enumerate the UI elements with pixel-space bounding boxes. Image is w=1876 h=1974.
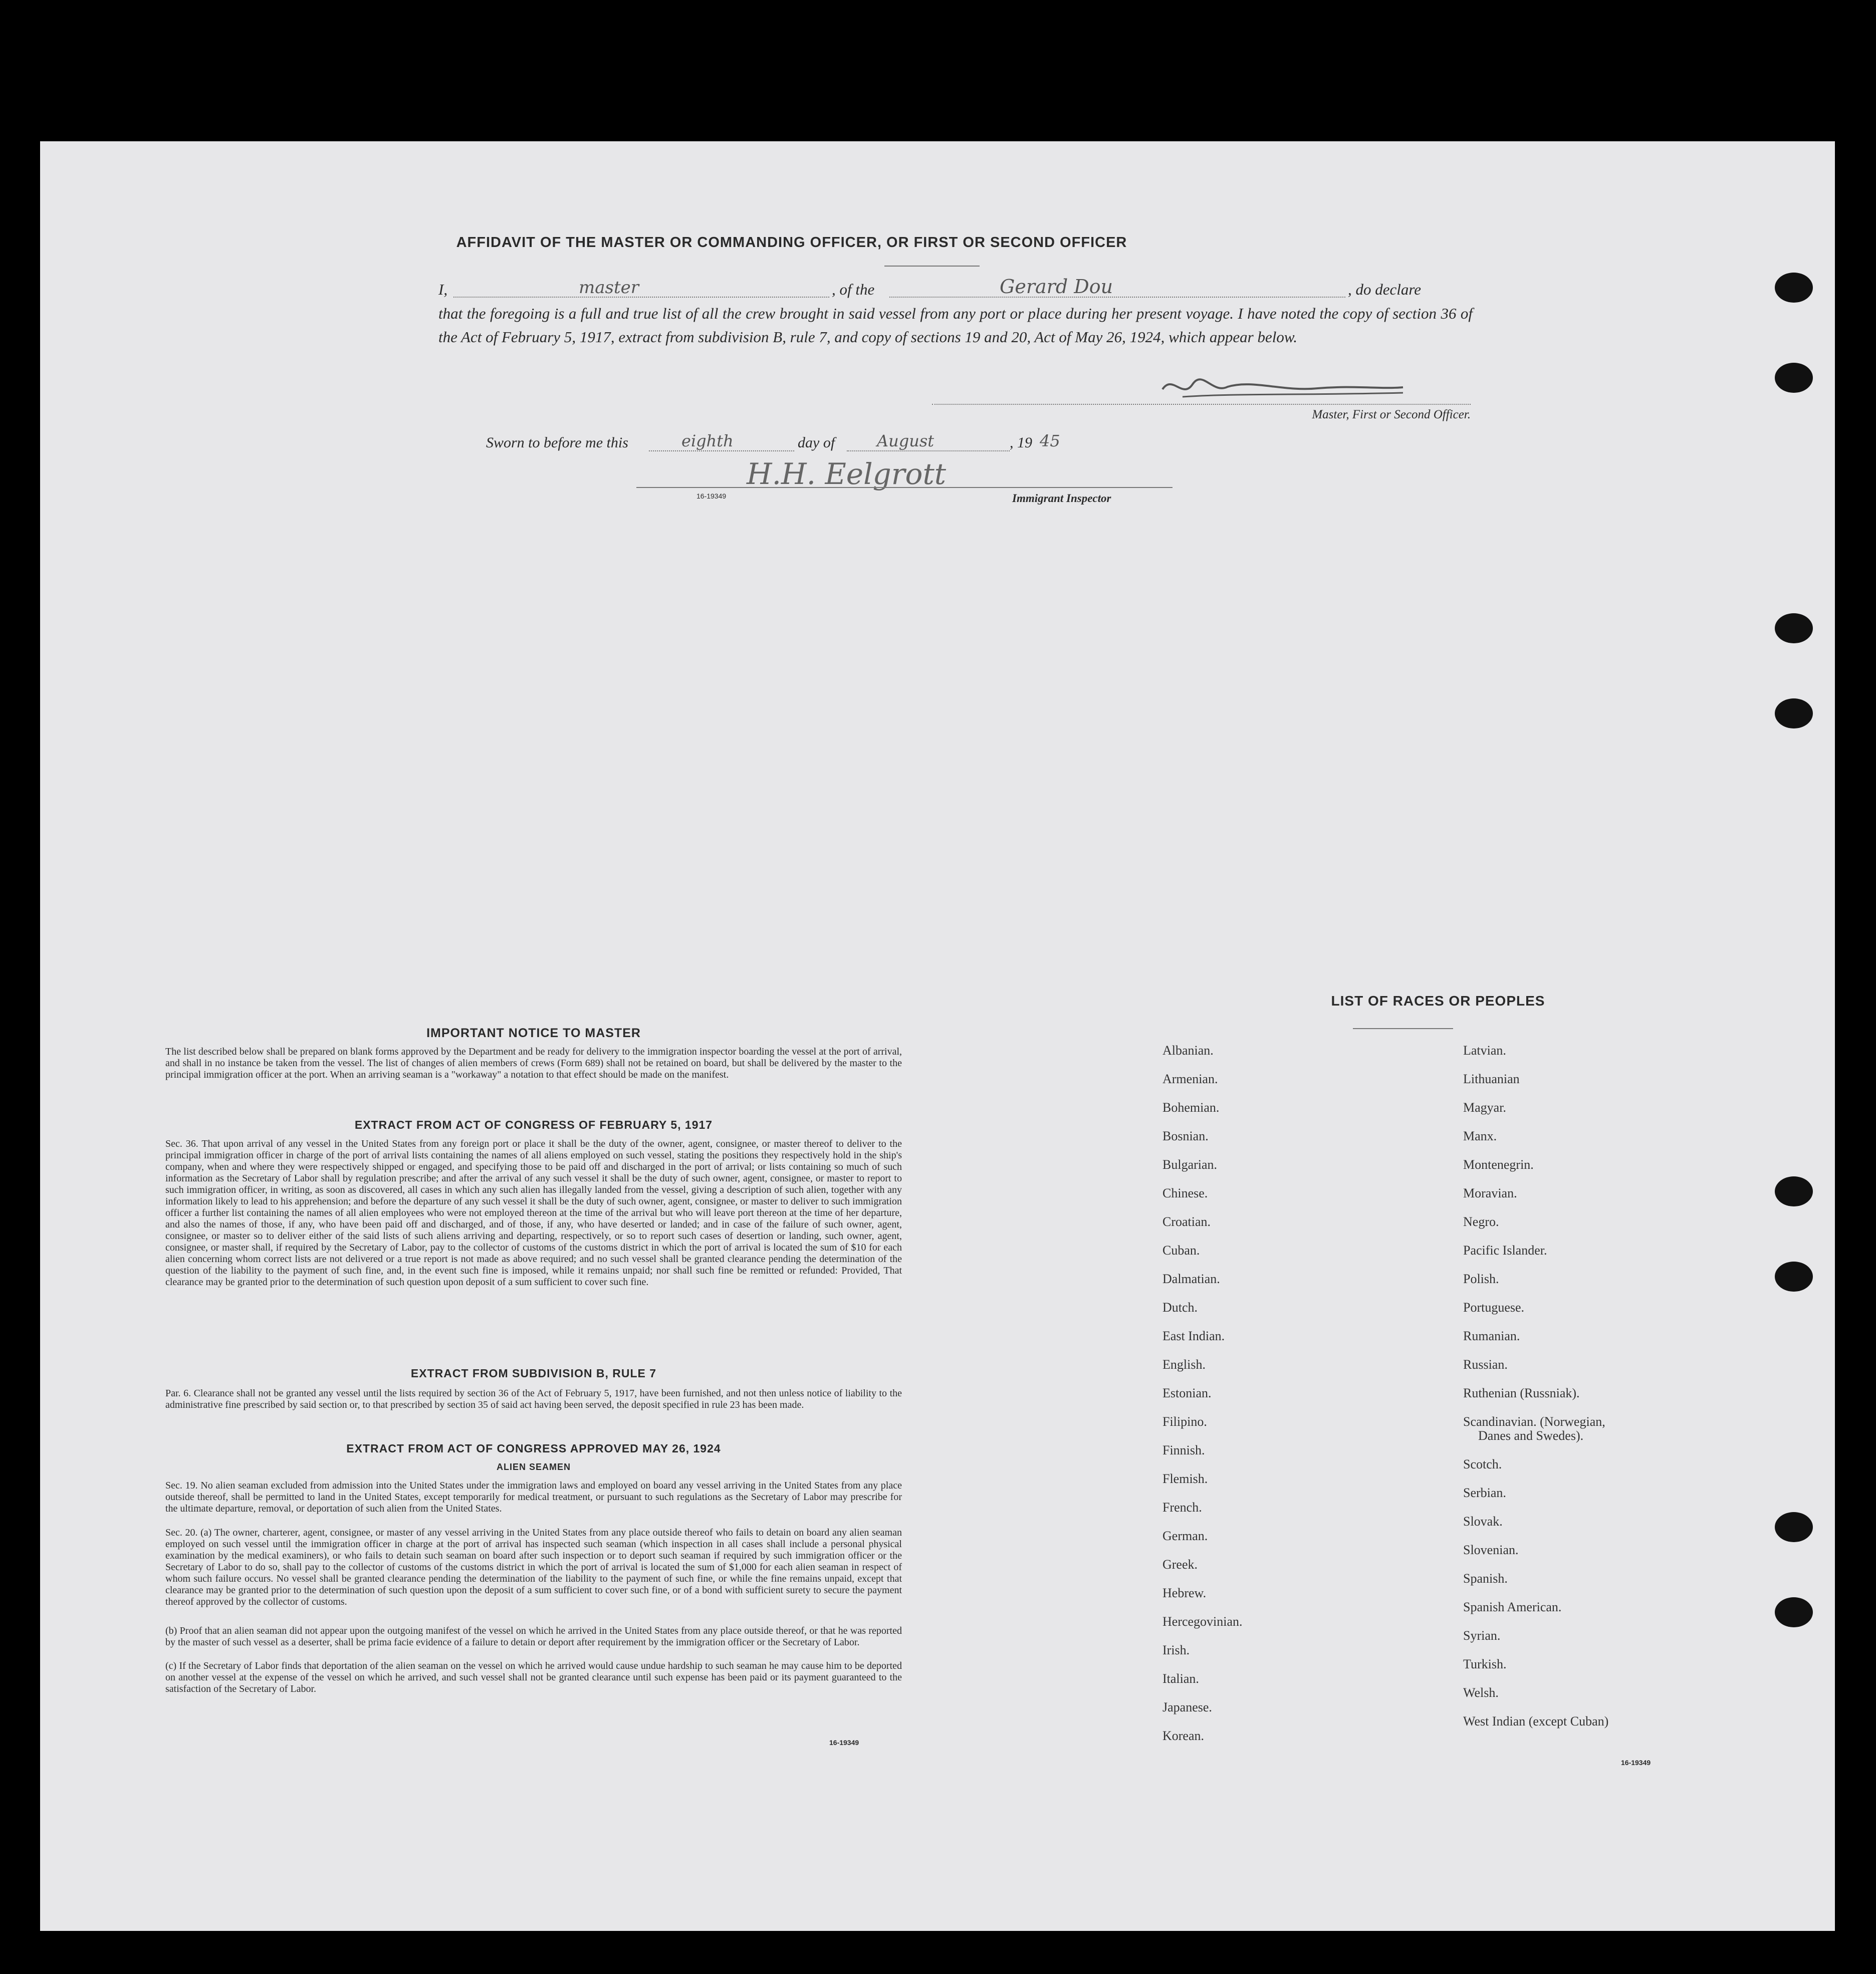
race-item: Magyar. xyxy=(1463,1100,1506,1115)
of-the-label: , of the xyxy=(832,281,875,298)
race-item: Korean. xyxy=(1162,1729,1205,1743)
sec-20a-text: Sec. 20. (a) The owner, charterer, agent, consignee, or master of any vessel arriving in the United States from any place outside thereof who fails to detain on board any alien seaman employed on such vessel until the immigration officer in charge at the port of arrival has inspected such seaman (which inspection in all cases shall include a personal physical examination by the medical examiners), or who fails to detain such seaman on board after such inspection or to deport such seaman if required by such immigration officer or the Secretary of Labor to do so, shall pay to the collector of customs of the customs district in which the port of arrival is located the sum of $1,000 for each alien seaman in respect of whom such failure occurs. No vessel shall be granted clearance pending the determination of the liability to the payment of such fine, or while the fine remains unpaid, except that clearance may be granted prior to the determination of such question upon the deposit of a sum sufficient to cover such fine, or of a bond with sufficient surety to secure the payment thereof approved by the collector of customs. xyxy=(165,1527,902,1607)
race-item: Ruthenian (Russniak). xyxy=(1463,1386,1580,1400)
race-item: Croatian. xyxy=(1162,1214,1211,1229)
divider xyxy=(884,266,980,267)
race-item: Bulgarian. xyxy=(1162,1157,1218,1172)
punch-hole xyxy=(1775,1262,1813,1292)
race-item: Dalmatian. xyxy=(1162,1272,1220,1286)
race-item: German. xyxy=(1162,1529,1208,1543)
affidavit-title: AFFIDAVIT OF THE MASTER OR COMMANDING OFFICER, OR FIRST OR SECOND OFFICER xyxy=(456,234,1127,251)
race-item: Cuban. xyxy=(1162,1243,1200,1258)
race-item: Turkish. xyxy=(1463,1657,1507,1671)
race-item: Filipino. xyxy=(1162,1414,1207,1429)
race-item: Rumanian. xyxy=(1463,1329,1520,1343)
form-sheet xyxy=(40,141,1835,1931)
race-item: Manx. xyxy=(1463,1129,1497,1143)
race-item: Bosnian. xyxy=(1162,1129,1209,1143)
punch-hole xyxy=(1775,1176,1813,1206)
extract-1917-title: EXTRACT FROM ACT OF CONGRESS OF FEBRUARY 5, 1917 xyxy=(354,1118,713,1131)
fill-line xyxy=(453,297,829,298)
race-item: Scandinavian. (Norwegian, xyxy=(1463,1414,1605,1429)
signature-line xyxy=(932,404,1471,405)
vessel-name-value: Gerard Dou xyxy=(1000,276,1113,298)
sec-20b-text: (b) Proof that an alien seaman did not appear upon the outgoing manifest of the vessel on which he arrived in the United States from any place outside thereof, or that he was reported by the master of such vessel as a deserter, shall be prima facie evidence of a failure to detain or deport after requirement by the immigration officer or the Secretary of Labor. xyxy=(165,1625,902,1648)
extract-1924-subtitle: ALIEN SEAMEN xyxy=(496,1462,571,1472)
race-item: Danes and Swedes). xyxy=(1478,1428,1584,1443)
race-item: Moravian. xyxy=(1463,1186,1517,1200)
extract-1924-title: EXTRACT FROM ACT OF CONGRESS APPROVED MAY 26, 1924 xyxy=(346,1442,721,1455)
race-item: Russian. xyxy=(1463,1357,1508,1372)
i-label: I, xyxy=(438,281,448,298)
race-item: Pacific Islander. xyxy=(1463,1243,1547,1258)
day-of-label: day of xyxy=(798,434,835,451)
race-item: Spanish American. xyxy=(1463,1600,1562,1614)
race-item: Bohemian. xyxy=(1162,1100,1220,1115)
race-item: Slovenian. xyxy=(1463,1543,1519,1557)
form-number: 16-19349 xyxy=(1621,1759,1651,1767)
do-declare-label: , do declare xyxy=(1348,281,1422,298)
master-signature-scrawl xyxy=(1152,369,1413,404)
extract-rule7-title: EXTRACT FROM SUBDIVISION B, RULE 7 xyxy=(410,1367,657,1380)
punch-hole xyxy=(1775,1597,1813,1627)
extract-rule7-text: Par. 6. Clearance shall not be granted any vessel until the lists required by section 36 of the Act of February 5, 1917, have been furnished, and not then unless notice of liability to the administrative fine prescribed by said section or, to that prescribed by section 35 of said act having been served, the deposit specified in rule 23 has been made. xyxy=(165,1388,902,1410)
race-item: French. xyxy=(1162,1500,1202,1515)
race-item: Armenian. xyxy=(1162,1072,1218,1086)
inspector-signature: H.H. Eelgrott xyxy=(747,457,947,491)
punch-hole xyxy=(1775,1512,1813,1542)
year-value: 45 xyxy=(1040,431,1060,450)
race-item: Japanese. xyxy=(1162,1700,1212,1714)
affidavit-line-1 xyxy=(438,276,1473,301)
race-item: English. xyxy=(1162,1357,1206,1372)
race-item: Serbian. xyxy=(1463,1486,1506,1500)
race-item: East Indian. xyxy=(1162,1329,1225,1343)
year-prefix: , 19 xyxy=(1010,434,1032,451)
race-item: Negro. xyxy=(1463,1214,1499,1229)
form-number: 16-19349 xyxy=(829,1739,859,1747)
punch-hole xyxy=(1775,613,1813,643)
punch-hole xyxy=(1775,363,1813,393)
notice-title: IMPORTANT NOTICE TO MASTER xyxy=(426,1026,641,1040)
race-item: Dutch. xyxy=(1162,1300,1198,1315)
sworn-line xyxy=(486,431,1188,454)
race-item: Hercegovinian. xyxy=(1162,1614,1243,1629)
inspector-line xyxy=(636,487,1172,488)
sec-19-text: Sec. 19. No alien seaman excluded from admission into the United States under the immigration laws and employed on board any vessel arriving in the United States from any place outside thereof, shall be permitted to land in the United States, except temporarily for medical treatment, or pursuant to such regulations as the Secretary of Labor may prescribe for the ultimate departure, removal, or deportation of such alien from the United States. xyxy=(165,1480,902,1514)
race-item: Welsh. xyxy=(1463,1685,1499,1700)
race-item: Lithuanian xyxy=(1463,1072,1520,1086)
fill-line xyxy=(889,297,1345,298)
race-item: Irish. xyxy=(1162,1643,1190,1657)
race-item: Scotch. xyxy=(1463,1457,1502,1471)
race-item: Montenegrin. xyxy=(1463,1157,1534,1172)
race-item: Slovak. xyxy=(1463,1514,1503,1529)
notice-text: The list described below shall be prepared on blank forms approved by the Department and be ready for delivery to the immigration inspector boarding the vessel at the port of arrival, and shall in no instance be taken from the vessel. The list of changes of alien members of crews (Form 689) shall not be retained on board, but shall be delivered by the master to the principal immigration officer at the port. When an arriving seaman is a "workaway" a notation to that effect should be made on the manifest. xyxy=(165,1046,902,1080)
divider xyxy=(1353,1028,1453,1029)
day-value: eighth xyxy=(681,431,734,450)
fill-line xyxy=(649,450,794,451)
sec-20c-text: (c) If the Secretary of Labor finds that deportation of the alien seaman on the vessel on which he arrived would cause undue hardship to such seaman he may cause him to be deported on another vessel at the expense of the vessel on which he arrived, and such vessel shall not be granted clearance until such expense has been paid or its payment guaranteed to the satisfaction of the Secretary of Labor. xyxy=(165,1660,902,1694)
race-item: Finnish. xyxy=(1162,1443,1205,1457)
punch-hole xyxy=(1775,698,1813,728)
race-item: Portuguese. xyxy=(1463,1300,1525,1315)
extract-1917-text: Sec. 36. That upon arrival of any vessel in the United States from any foreign port or place it shall be the duty of the owner, agent, consignee, or master thereof to deliver to the principal immigration officer in charge of the port of arrival lists containing the names of all aliens employed on such vessel, stating the positions they respectively hold in the ship's company, when and where they were respectively shipped or engaged, and specifying those to be paid off and discharged in the port of arrival; or lists containing so much of such information as the Secretary of Labor shall by regulation prescribe; and after the arrival of any such vessel it shall be the duty of such owner, agent, consignee, or master to report to such immigration officer, in writing, as soon as discovered, all cases in which any such alien has illegally landed from the vessel, giving a description of such alien, together with any information likely to lead to his apprehension; and before the departure of any such vessel it shall be the duty of such owner, agent, consignee, or master to deliver to such immigration officer a further list containing the names of all alien employees who were not employed thereon at the time of the arrival but who will leave port thereon at the time of her departure, and also the names of those, if any, who have been paid off and discharged, and of those, if any, who have deserted or landed; and in case of the failure of such owner, agent, consignee, or master so to deliver either of the said lists of such aliens arriving and departing, respectively, or so to report such cases of desertion or landing, such owner, agent, consignee, or master shall, if required by the Secretary of Labor, pay to the collector of customs of the customs district in which the port of arrival is located the sum of $10 for each alien concerning whom correct lists are not delivered or a true report is not made as above required; and no such vessel shall be granted clearance pending the determination of the question of the liability to the payment of such fine, and, in the event such fine is imposed, while it remains unpaid; nor shall such fine be remitted or refunded: Provided, That clearance may be granted prior to the determination of such question upon deposit of a sum sufficient to cover such fine. xyxy=(165,1138,902,1288)
affidavit-body: that the foregoing is a full and true list of all the crew brought in said vessel from any port or place during her present voyage. I have noted the copy of section 36 of the Act of February 5, 1917, extract from subdivision B, rule 7, and copy of sections 19 and 20, Act of May 26, 1924, which appear below. xyxy=(438,305,1473,346)
punch-hole xyxy=(1775,273,1813,303)
races-title: LIST OF RACES OR PEOPLES xyxy=(1331,993,1545,1009)
inspector-label: Immigrant Inspector xyxy=(1012,492,1111,505)
race-item: Flemish. xyxy=(1162,1471,1208,1486)
race-item: Chinese. xyxy=(1162,1186,1208,1200)
race-item: West Indian (except Cuban) xyxy=(1463,1714,1609,1729)
race-item: Hebrew. xyxy=(1162,1586,1207,1600)
race-item: Greek. xyxy=(1162,1557,1198,1572)
race-item: Latvian. xyxy=(1463,1043,1506,1058)
race-item: Spanish. xyxy=(1463,1571,1508,1586)
race-item: Albanian. xyxy=(1162,1043,1214,1058)
sworn-label: Sworn to before me this xyxy=(486,434,628,451)
form-number: 16-19349 xyxy=(696,492,727,500)
race-item: Estonian. xyxy=(1162,1386,1212,1400)
month-value: August xyxy=(877,431,934,450)
race-item: Italian. xyxy=(1162,1671,1199,1686)
signature-label: Master, First or Second Officer. xyxy=(1312,408,1471,421)
race-item: Polish. xyxy=(1463,1272,1499,1286)
race-item: Syrian. xyxy=(1463,1628,1501,1643)
fill-line xyxy=(847,450,1010,451)
i-value: master xyxy=(579,278,639,298)
